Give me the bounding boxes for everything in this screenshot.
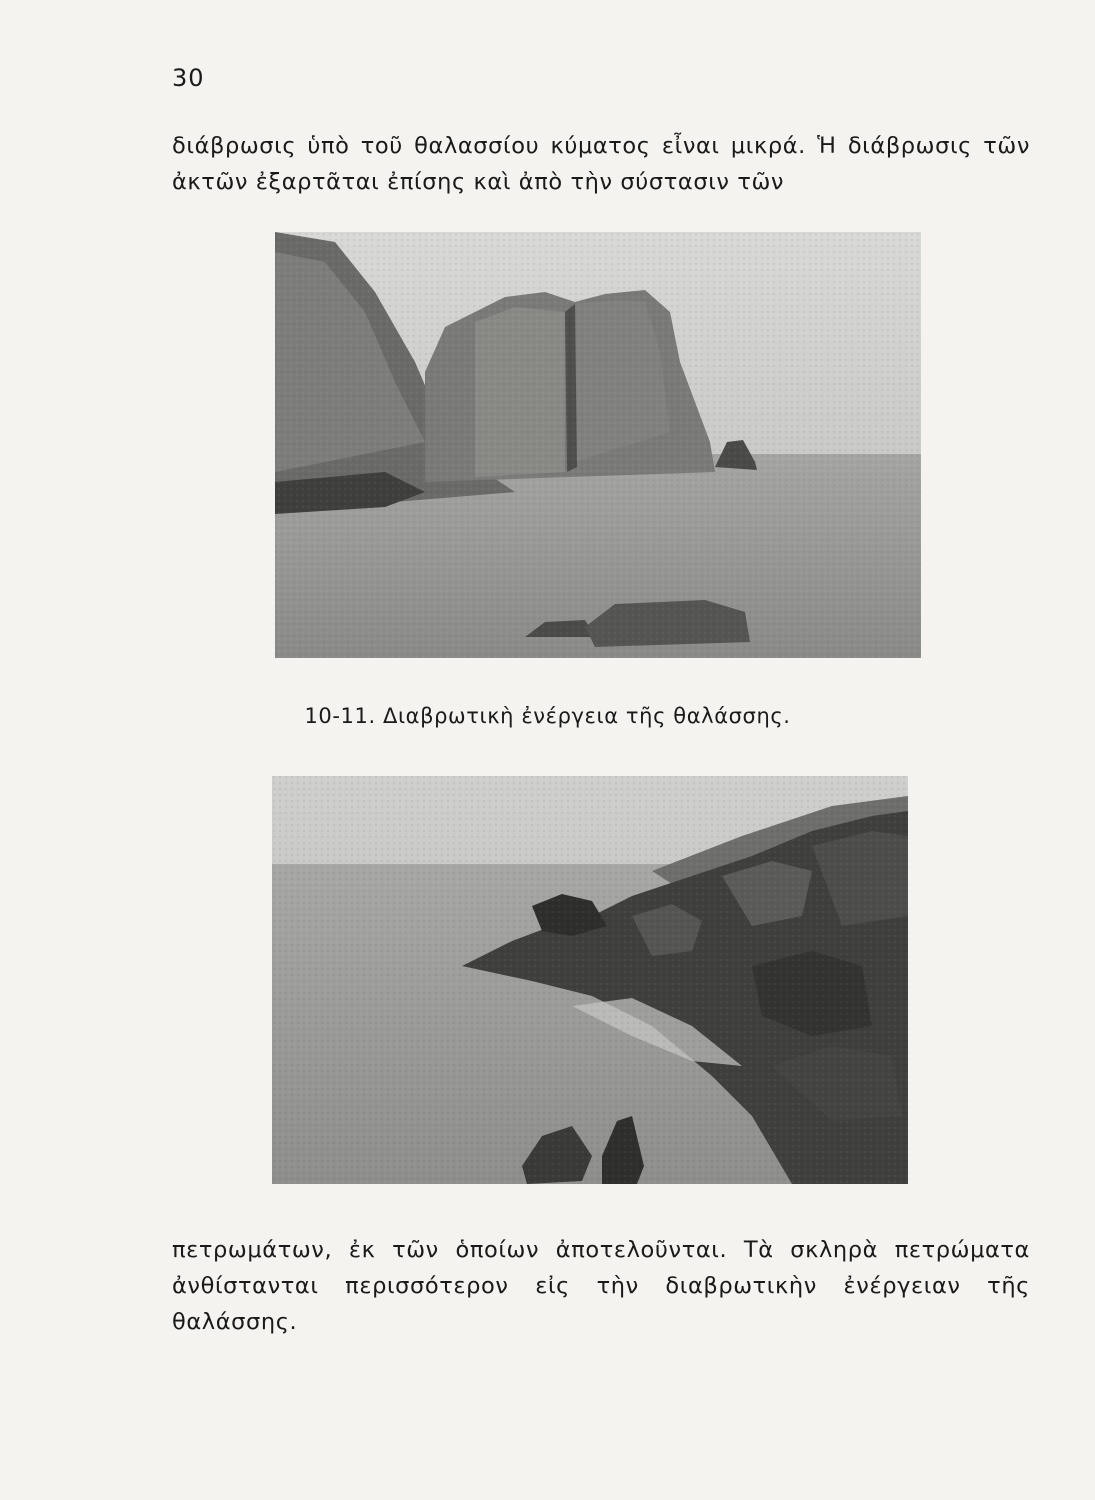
figure-caption: 10-11. Διαβρωτικὴ ἐνέργεια τῆς θαλάσσης. <box>304 704 791 728</box>
photo-figure-11 <box>272 776 908 1184</box>
rocky-shore-photo <box>272 776 908 1184</box>
paragraph-bottom: πετρωμάτων, ἐκ τῶν ὁποίων ἀποτελοῦνται. Τὰ σκληρὰ πετρώματα ἀνθίστανται περισσότερον εἰς τὴν διαβρωτικὴν ἐνέργειαν τῆς θαλάσσης. <box>172 1237 1030 1335</box>
paragraph-top: διάβρωσις ὑπὸ τοῦ θαλασσίου κύματος εἶναι μικρά. Ἡ διάβρωσις τῶν ἀκτῶν ἐξαρτᾶται ἐπίσης καὶ ἀπὸ τὴν σύστασιν τῶν <box>172 133 1030 195</box>
page-number: 30 <box>172 64 205 92</box>
photo-figure-10 <box>275 232 921 658</box>
sea-cliff-photo <box>275 232 921 658</box>
